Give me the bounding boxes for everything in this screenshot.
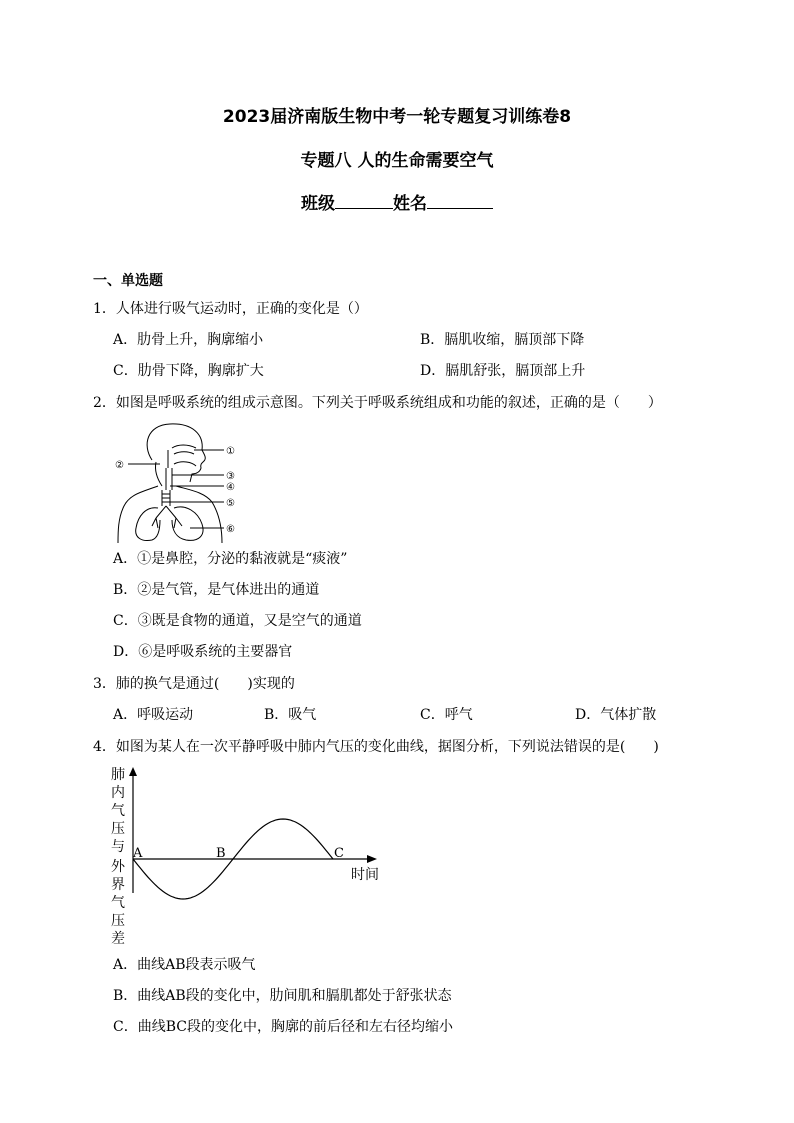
question-4-stem: 4．如图为某人在一次平静呼吸中肺内气压的变化曲线，据图分析，下列说法错误的是( ) (93, 739, 659, 755)
y-label-char: 肺 (111, 767, 125, 783)
y-label-char: 外 (111, 859, 125, 875)
question-3-option-a[interactable]: A．呼吸运动 (113, 707, 194, 723)
question-1-option-b[interactable]: B．膈肌收缩，膈顶部下降 (420, 332, 585, 348)
question-2-stem: 2．如图是呼吸系统的组成示意图。下列关于呼吸系统组成和功能的叙述，正确的是（ ） (93, 395, 662, 411)
diagram-label-3: ③ (226, 471, 235, 482)
diagram-label-5: ⑤ (226, 498, 235, 509)
y-label-char: 气 (111, 803, 125, 819)
question-4-option-c[interactable]: C．曲线BC段的变化中，胸廓的前后径和左右径均缩小 (113, 1019, 453, 1035)
diagram-label-6: ⑥ (226, 524, 235, 535)
exam-subtitle: 专题八 人的生命需要空气 (300, 151, 494, 171)
point-a-label: A (133, 846, 143, 861)
question-4-option-a[interactable]: A．曲线AB段表示吸气 (113, 957, 256, 973)
question-4-option-b[interactable]: B．曲线AB段的变化中，肋间肌和膈肌都处于舒张状态 (113, 988, 452, 1004)
question-2-option-d[interactable]: D．⑥是呼吸系统的主要器官 (113, 644, 293, 660)
y-label-char: 压 (111, 821, 125, 837)
class-blank[interactable] (335, 192, 393, 209)
question-2-option-a[interactable]: A．①是鼻腔，分泌的黏液就是“痰液” (113, 551, 348, 567)
name-label: 姓名 (393, 194, 427, 214)
question-3-stem: 3．肺的换气是通过( )实现的 (93, 676, 295, 692)
question-1-option-a[interactable]: A．肋骨上升，胸廓缩小 (113, 332, 264, 348)
question-1-option-c[interactable]: C．肋骨下降，胸廓扩大 (113, 363, 264, 379)
pressure-curve-graph (105, 763, 395, 948)
graph-y-axis-label (111, 766, 126, 947)
student-info (0, 192, 794, 215)
exam-title: 2023届济南版生物中考一轮专题复习训练卷8 (222, 107, 572, 127)
y-label-char: 差 (111, 931, 125, 947)
respiratory-system-diagram (112, 420, 242, 544)
question-2-option-b[interactable]: B．②是气管，是气体进出的通道 (113, 582, 320, 598)
question-3-option-c[interactable]: C．呼气 (420, 707, 473, 723)
y-axis-arrow (129, 767, 137, 776)
y-label-char: 压 (111, 913, 125, 929)
graph-x-axis-label: 时间 (351, 867, 379, 883)
y-label-char: 气 (111, 895, 125, 911)
point-c-label: C (334, 846, 344, 861)
question-2-option-c[interactable]: C．③既是食物的通道，又是空气的通道 (113, 613, 362, 629)
diagram-label-2: ② (115, 460, 124, 471)
y-label-char: 界 (111, 877, 125, 893)
section-title: 一、单选题 (93, 273, 163, 289)
question-3-option-d[interactable]: D．气体扩散 (575, 707, 657, 723)
y-label-char: 内 (111, 785, 125, 801)
question-1-stem: 1．人体进行吸气运动时，正确的变化是（） (93, 301, 368, 317)
name-blank[interactable] (427, 192, 493, 209)
point-b-label: B (216, 846, 226, 861)
diagram-label-4: ④ (226, 482, 235, 493)
question-3-option-b[interactable]: B．吸气 (264, 707, 317, 723)
question-1-option-d[interactable]: D．膈肌舒张，膈顶部上升 (420, 363, 586, 379)
x-axis-arrow (367, 855, 377, 863)
y-label-char: 与 (111, 839, 125, 855)
diagram-label-1: ① (226, 446, 235, 457)
class-label: 班级 (301, 194, 335, 214)
